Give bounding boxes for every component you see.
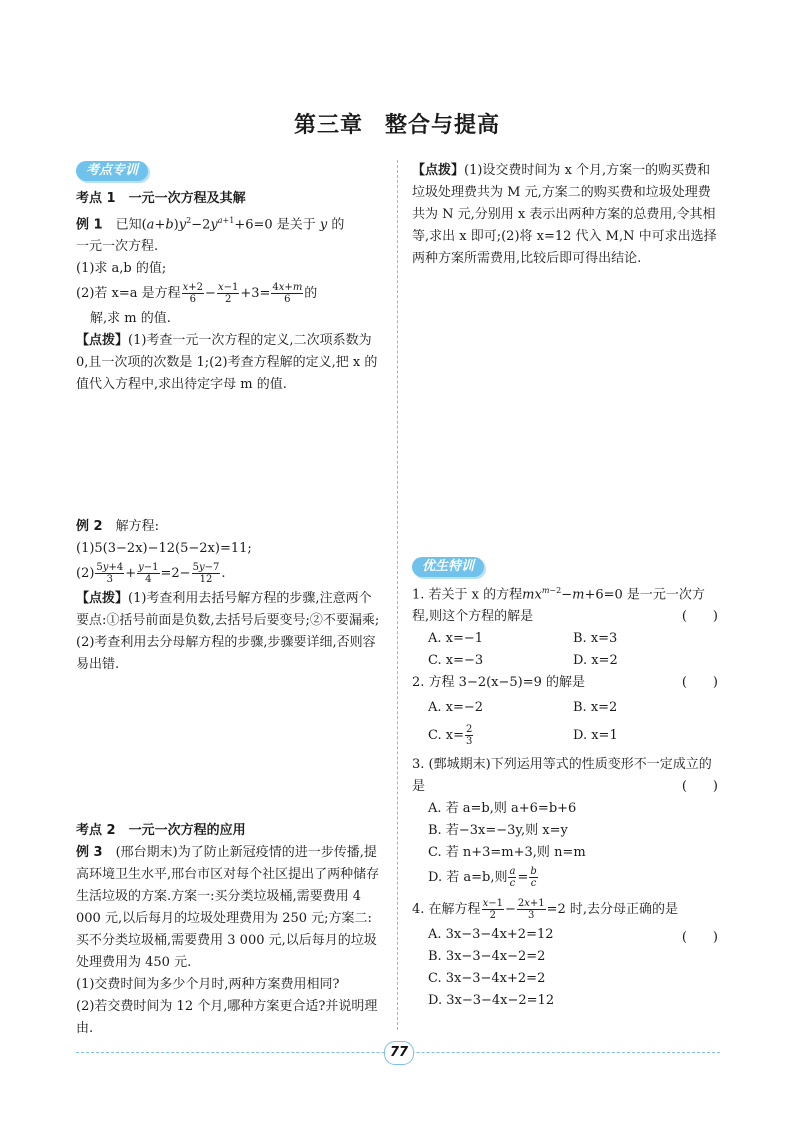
- example2-q2-mid: =2−: [160, 566, 191, 581]
- example1-text-b: ): [173, 217, 179, 233]
- exercise-3-stem: (鄄城期末)下列运用等式的性质变形不一定成立的是: [412, 757, 712, 795]
- example2-hint: [76, 588, 382, 676]
- example1-q2-text: (2)若 x=a 是方程: [76, 286, 181, 302]
- example3-question1: (1)交费时间为多少个月时,两种方案费用相同?: [76, 977, 340, 992]
- exercise-number: 4.: [412, 902, 425, 918]
- chapter-number: 第三章: [293, 113, 363, 138]
- hint-label: 【点拨】: [76, 333, 129, 349]
- exercise-number: 3.: [412, 757, 425, 773]
- example1-q2-end: 的: [304, 286, 318, 302]
- exercise-list: [412, 580, 718, 1012]
- exercise-3: [412, 754, 718, 892]
- choice-a[interactable]: A. 若 a=b,则 a+6=b+6: [428, 801, 577, 817]
- example3-question2: (2)若交费时间为 12 个月,哪种方案更合适?并说明理由.: [76, 999, 378, 1036]
- choice-d-text: D. 若 a=b,则: [428, 870, 508, 886]
- topic2-block: [76, 820, 382, 1040]
- example3-stem: [76, 842, 382, 974]
- example1-stem: 例 1 已知$(a+b)y^2-2y^{a+1}+6=0$ 是关于 y 的: [76, 216, 345, 233]
- example1-line2: 一元一次方程.: [76, 239, 159, 255]
- exercise-number: 2.: [412, 675, 425, 691]
- choice-b[interactable]: B. 3x−3−4x−2=2: [428, 949, 546, 965]
- answer-bracket[interactable]: ( ): [681, 779, 718, 795]
- topic1-title: 一元一次方程及其解: [128, 191, 246, 206]
- choice-c[interactable]: C. x=−3: [428, 653, 484, 669]
- example2-label: 例 2: [76, 519, 103, 534]
- example1-q2-line2: 解,求 m 的值.: [90, 311, 171, 327]
- focus-training-badge: 考点专训: [76, 161, 148, 181]
- example1-text-d: 的: [331, 217, 345, 233]
- exercise-1-stem-post: 是一元一次方程,则这个方程的解是: [412, 587, 705, 625]
- example1-text-a: 已知(: [115, 217, 147, 233]
- topic2-hint: [412, 160, 718, 270]
- exercise-4: 4. 在解方程 $\frac{x-1}{2}$ − $\frac{2x+1}{3}$ =2 时,去分母正确的是 ( ) A. 3x−3−4x+2=12 B. 3x−3−4x−2=2 C. 3x−3−4x+2=2 D. 3x−3−4x−2=12: [412, 896, 718, 1012]
- choice-c[interactable]: C. 若 n+3=m+3,则 n=m: [428, 845, 586, 861]
- example2-title: 解方程:: [115, 519, 159, 534]
- topic1-label: 考点 1: [76, 191, 116, 206]
- topic2-heading: [76, 820, 382, 842]
- topic1-heading: [76, 188, 382, 210]
- example2-question2: (2) $\frac{5y+4}{3}$ + $\frac{y-1}{4}$ =2− $\frac{5y-7}{12}$ .: [76, 562, 226, 585]
- topic2-hint-text: (1)设交费时间为 x 个月,方案一的购买费和垃圾处理费共为 M 元,方案二的购买费和垃圾处理费共为 N 元,分别用 x 表示出两种方案的总费用,令其相等,求出 x 即可;(2)将 x=12 代入 M,N 中可求出选择两种方案所需费用,比较后即可得出结论.: [412, 163, 717, 266]
- choice-b[interactable]: B. 若−3x=−3y,则 x=y: [428, 823, 568, 839]
- chapter-name: 整合与提高: [385, 113, 501, 138]
- choice-c-text: C. x=: [428, 728, 464, 744]
- example3-label: 例 3: [76, 845, 103, 860]
- choice-d[interactable]: D. x=1: [573, 728, 618, 744]
- hint-label: 【点拨】: [76, 591, 129, 606]
- topic2-label: 考点 2: [76, 823, 116, 838]
- example1-question2: (2)若 x=a 是方程 $\frac{x+2}{6}$ − $\frac{x-1}{2}$ +3= $\frac{4x+m}{6}$ 的: [76, 282, 318, 306]
- exercise-4-stem-pre: 在解方程: [428, 902, 481, 918]
- choice-d[interactable]: D. x=2: [573, 653, 618, 669]
- exercise-1-stem-pre: 若关于 x 的方程: [428, 587, 523, 603]
- exercise-number: 1.: [412, 587, 425, 603]
- column-divider: [397, 160, 398, 1030]
- choice-d[interactable]: D. 3x−3−4x−2=12: [428, 993, 555, 1009]
- topic2-title: 一元一次方程的应用: [128, 823, 246, 838]
- example1-label: 例 1: [76, 217, 103, 233]
- example1-question1: (1)求 a,b 的值;: [76, 261, 167, 277]
- example2-hint-text: (1)考查利用去括号解方程的步骤,注意两个要点:①括号前面是负数,去括号后要变号;②不要漏乘;(2)考查利用去分母解方程的步骤,步骤要详细,否则容易出错.: [76, 591, 380, 672]
- answer-bracket[interactable]: ( ): [681, 609, 718, 625]
- example1-hint: [76, 330, 382, 396]
- hint-label: 【点拨】: [412, 163, 465, 178]
- choice-a[interactable]: A. x=−1: [428, 631, 484, 647]
- topic1-block: [76, 188, 382, 396]
- answer-bracket[interactable]: ( ): [681, 675, 718, 691]
- example2-q2-prefix: (2): [76, 566, 95, 581]
- choice-a[interactable]: A. 3x−3−4x+2=12: [428, 927, 554, 943]
- example1-text-c: +6=0 是关于: [234, 217, 316, 233]
- example2-block: [76, 516, 382, 676]
- choice-c[interactable]: C. x= $\frac{2}{3}$: [428, 724, 473, 748]
- page-title: [0, 108, 794, 139]
- exercise-1: 1. 若关于 x 的方程$mx^{m-2}-m+6=0$ 是一元一次方程,则这个方程的解是 ( ) A. x=−1 B. x=3 C. x=−3 D. x=2: [412, 580, 718, 672]
- choice-d[interactable]: D. 若 a=b,则 $\frac{a}{c}$ = $\frac{b}{c}$: [428, 866, 537, 890]
- exercise-4-stem-post: =2 时,去分母正确的是: [546, 902, 679, 918]
- example3-text: (邢台期末)为了防止新冠疫情的进一步传播,提高环境卫生水平,邢台市区对每个社区提出了两种储存生活垃圾的方案.方案一:买分类垃圾桶,需要费用 4 000 元,以后每月的垃圾处理费用为 250 元;方案二:买不分类垃圾桶,需要费用 3 000 元,以后每月的垃圾处理费用为 450 元.: [76, 845, 380, 970]
- example2-question1: (1)5(3−2x)−12(5−2x)=11;: [76, 541, 252, 556]
- excellence-training-badge: 优生特训: [412, 557, 484, 577]
- exercise-2: [412, 672, 718, 750]
- page-number: 77: [384, 1041, 414, 1065]
- exercise-2-stem: 方程 3−2(x−5)=9 的解是: [428, 675, 586, 691]
- choice-a[interactable]: A. x=−2: [428, 700, 484, 716]
- choice-c[interactable]: C. 3x−3−4x+2=2: [428, 971, 546, 987]
- choice-b[interactable]: B. x=2: [573, 700, 618, 716]
- choice-b[interactable]: B. x=3: [573, 631, 618, 647]
- example1-hint-text: (1)考查一元一次方程的定义,二次项系数为 0,且一次项的次数是 1;(2)考查方程解的定义,把 x 的值代入方程中,求出待定字母 m 的值.: [76, 333, 378, 393]
- answer-bracket[interactable]: ( ): [681, 930, 718, 946]
